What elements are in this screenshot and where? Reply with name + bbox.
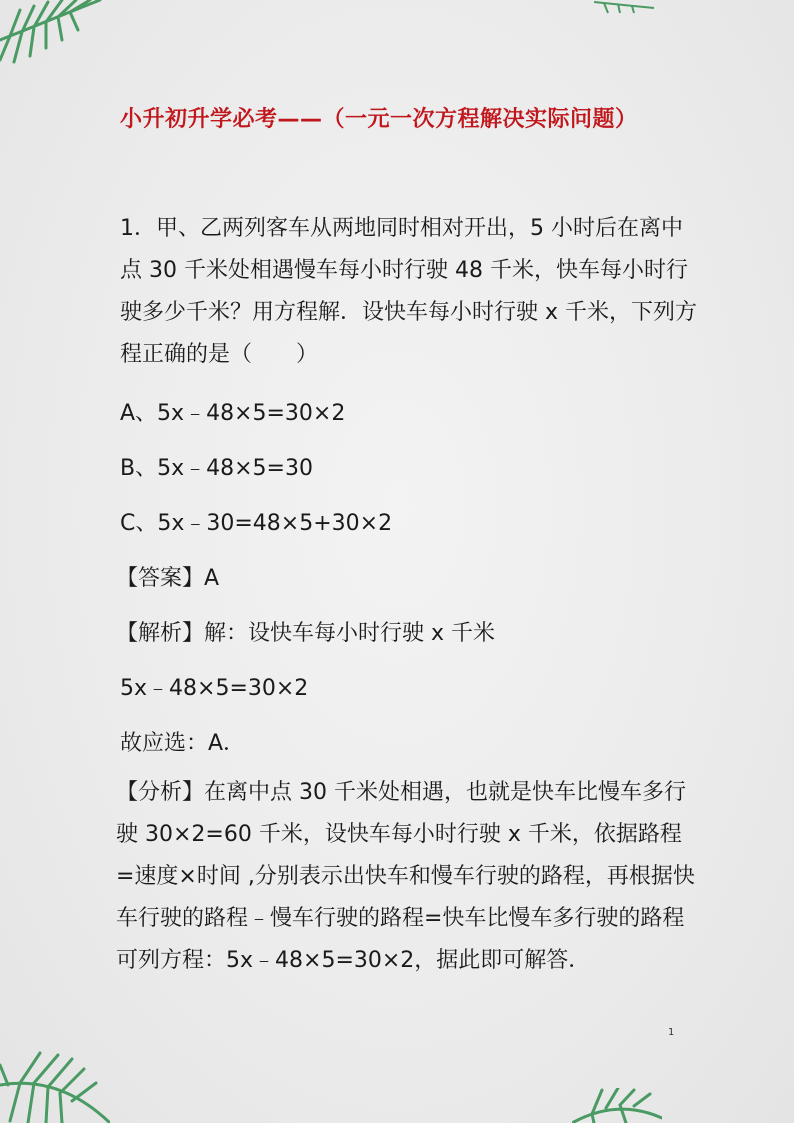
- palm-leaf-bottom-right-decoration: [572, 1088, 662, 1123]
- document-title: 小升初升学必考——（一元一次方程解决实际问题）: [120, 107, 638, 132]
- conclusion-line: 故应选：A．: [120, 731, 246, 756]
- palm-leaf-top-right-decoration: [594, 0, 654, 14]
- solution-line: 【解析】解：设快车每小时行驶 x 千米: [116, 621, 496, 646]
- palm-leaf-top-left-decoration: [0, 0, 110, 70]
- question-text: 1．甲、乙两列客车从两地同时相对开出，5 小时后在离中点 30 千米处相遇慢车每小时行驶 48 千米，快车每小时行驶多少千米？用方程解．设快车每小时行驶 x 千米，下列方程正确的是（ ）: [120, 216, 698, 367]
- answer-line: 【答案】A: [116, 566, 220, 591]
- option-a: A、5x﹣48×5=30×2: [120, 401, 346, 426]
- palm-leaf-bottom-left-decoration: [0, 1045, 110, 1123]
- page-number: 1: [668, 1027, 675, 1038]
- equation-line: 5x﹣48×5=30×2: [120, 676, 309, 701]
- option-c: C、5x﹣30=48×5+30×2: [120, 511, 393, 536]
- analysis-paragraph: 【分析】在离中点 30 千米处相遇，也就是快车比慢车多行驶 30×2=60 千米，设快车每小时行驶 x 千米，依据路程=速度×时间 ,分别表示出快车和慢车行驶的路程，再根据快车行驶的路程﹣慢车行驶的路程=快车比慢车多行驶的路程可列方程：5x﹣48×5=30×2，据此即可解答．: [116, 780, 695, 973]
- option-b: B、5x﹣48×5=30: [120, 456, 313, 481]
